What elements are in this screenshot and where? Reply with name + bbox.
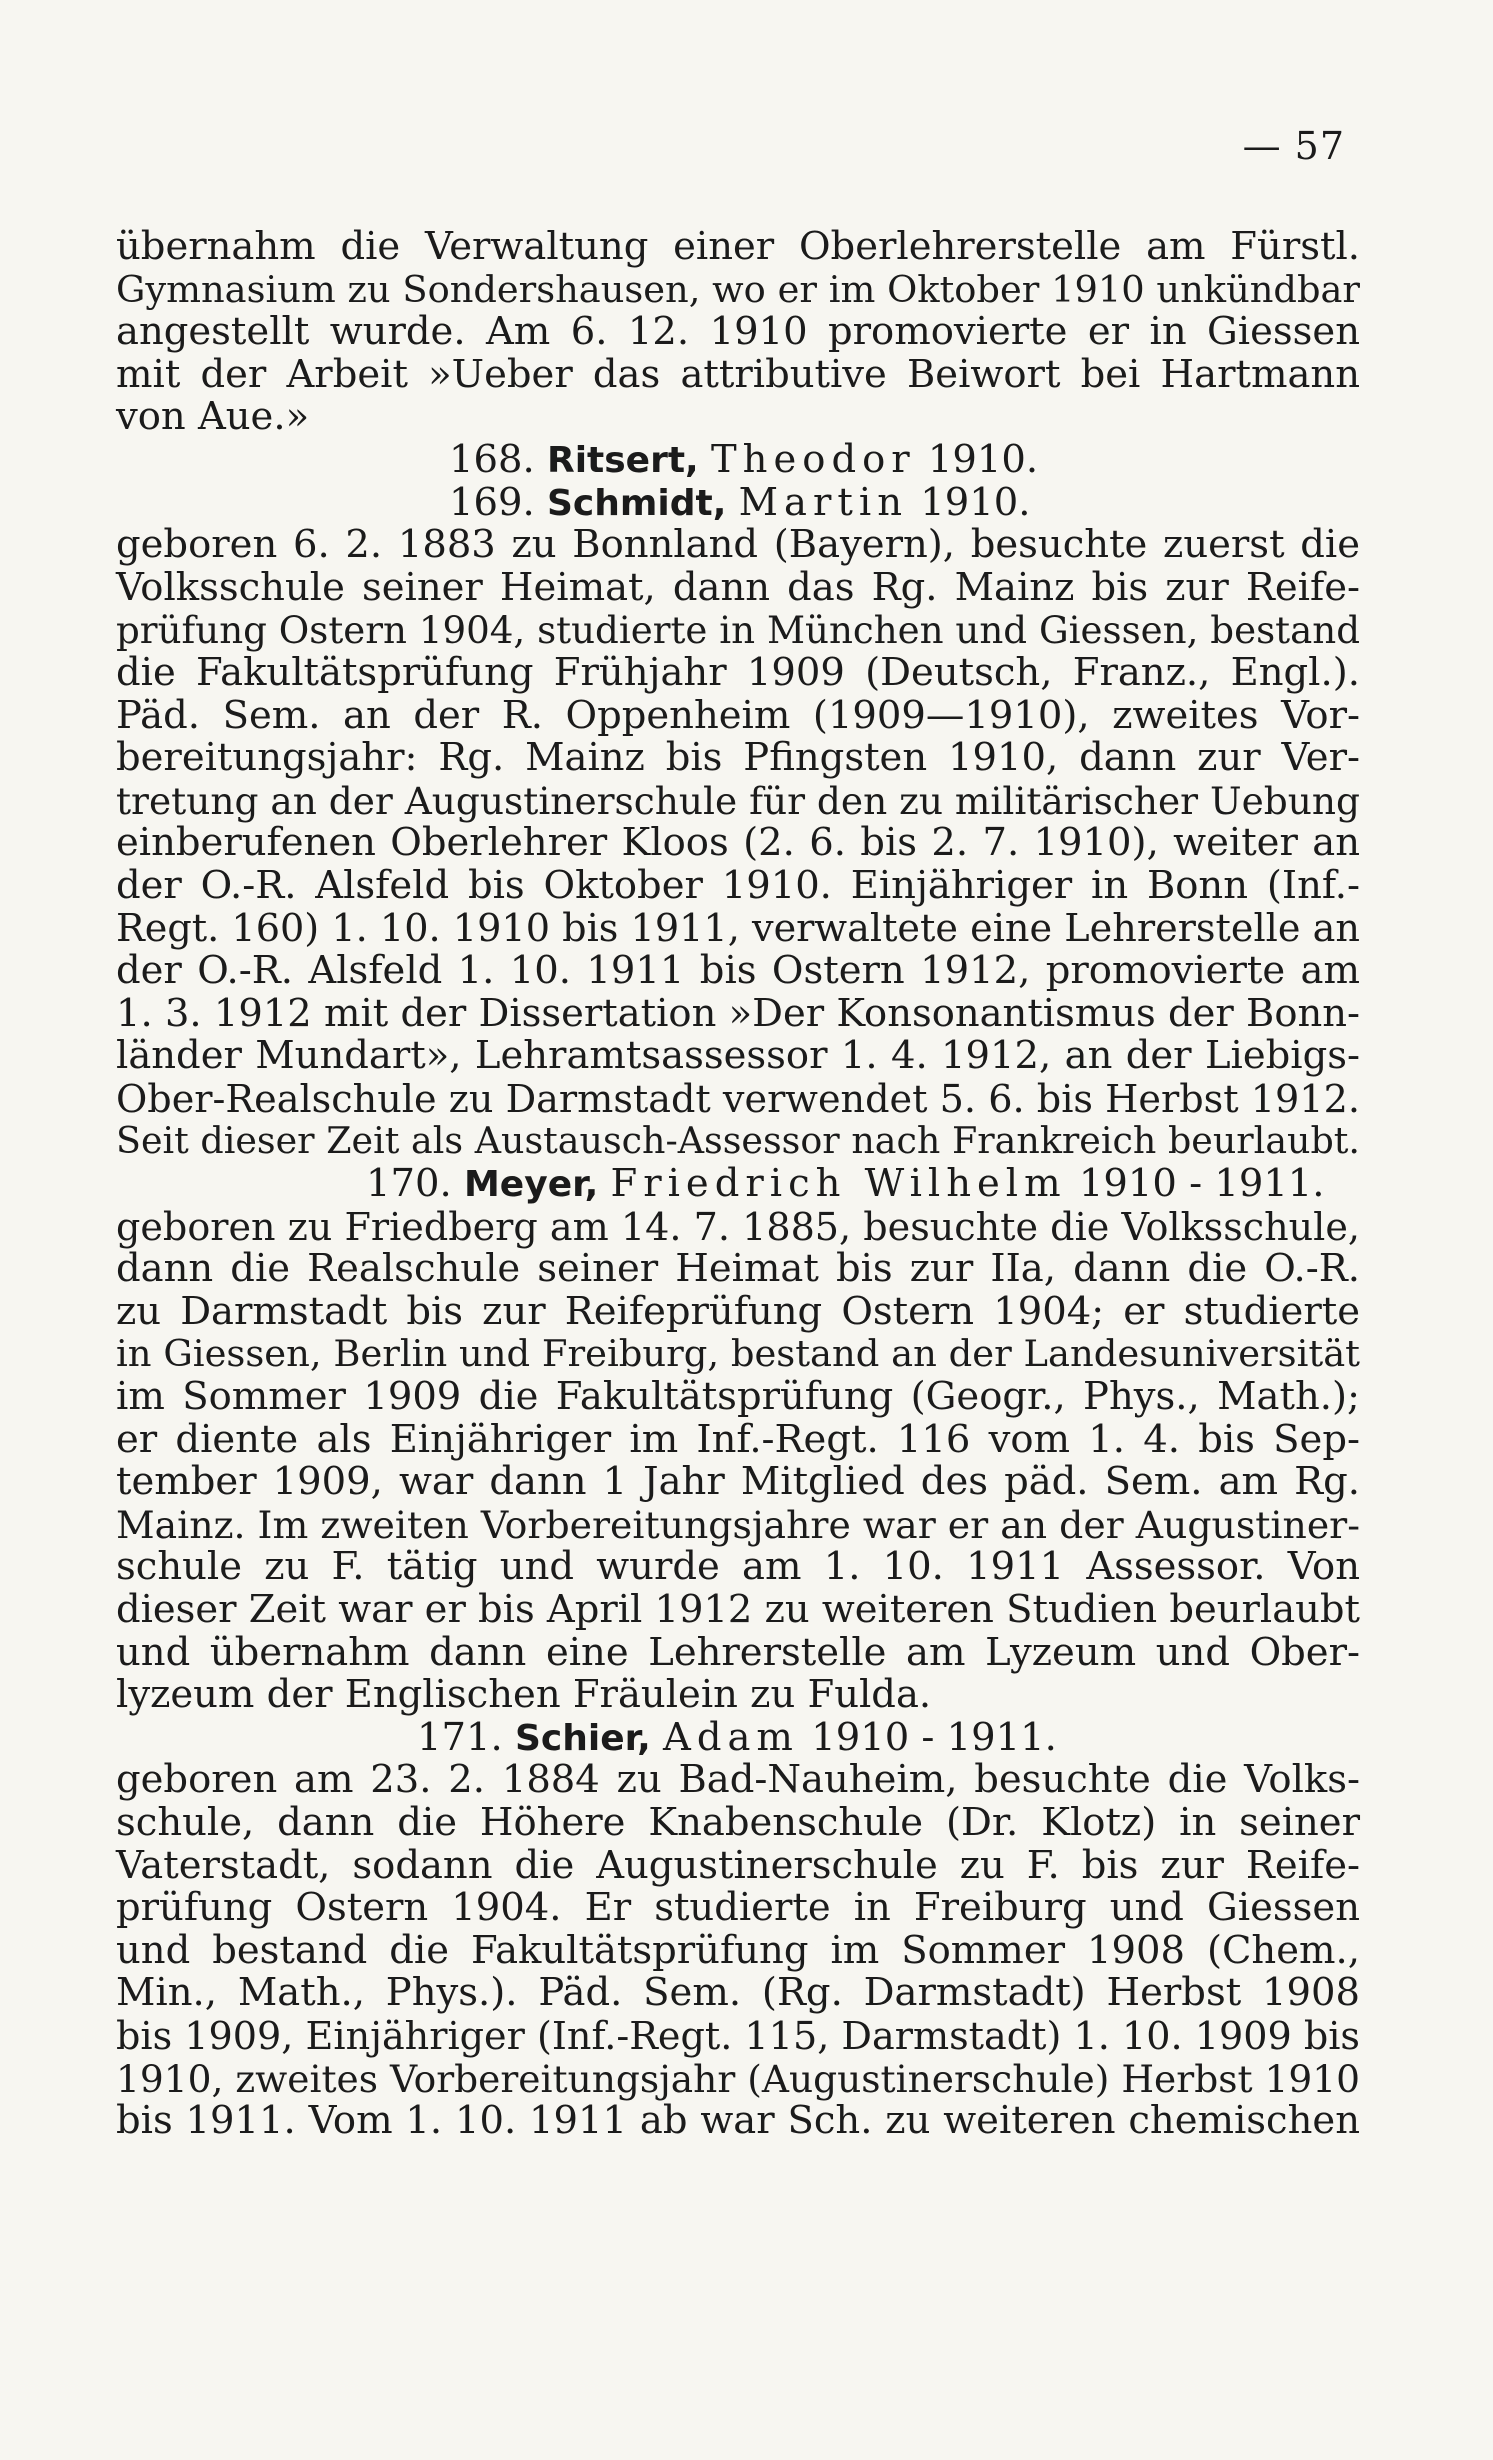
text-line: schule, dann die Höhere Knabenschule (Dr. Klotz) in seiner <box>116 1799 1360 1845</box>
text-line: angestellt wurde. Am 6. 12. 1910 promovierte er in Giessen <box>116 309 1360 355</box>
text-line: lyzeum der Englischen Fräulein zu Fulda. <box>116 1672 932 1718</box>
entry-number: 169. <box>449 479 535 525</box>
body-text <box>116 226 1360 2143</box>
text-line: geboren am 23. 2. 1884 zu Bad-Nauheim, besuchte die Volks- <box>116 1757 1360 1803</box>
text-line: Gymnasium zu Sondershausen, wo er im Oktober 1910 unkündbar <box>116 267 1360 311</box>
entry-surname: Ritsert, <box>546 439 699 481</box>
text-line: die Fakultätsprüfung Frühjahr 1909 (Deutsch, Franz., Engl.). <box>116 649 1360 695</box>
text-line: dieser Zeit war er bis April 1912 zu weiteren Studien beurlaubt <box>116 1587 1360 1632</box>
entry-number: 171. <box>417 1714 503 1760</box>
text-line: übernahm die Verwaltung einer Oberlehrerstelle am Fürstl. <box>116 224 1360 269</box>
text-line: bis 1911. Vom 1. 10. 1911 ab war Sch. zu weiteren chemischen <box>116 2098 1360 2144</box>
text-line: Min., Math., Phys.). Päd. Sem. (Rg. Darmstadt) Herbst 1908 <box>116 1970 1360 2016</box>
text-line: in Giessen, Berlin und Freiburg, bestand an der Landesuniversität <box>116 1332 1360 1376</box>
text-line: Vaterstadt, sodann die Augustinerschule zu F. bis zur Reife- <box>116 1842 1360 1888</box>
entry-given-name: Theodor <box>711 436 916 482</box>
text-line: Volksschule seiner Heimat, dann das Rg. Mainz bis zur Reife- <box>116 564 1360 610</box>
entry-given-name: Martin <box>738 479 908 525</box>
entry-number: 168. <box>449 436 535 482</box>
text-line: Seit dieser Zeit als Austausch-Assessor nach Frankreich beurlaubt. <box>116 1119 1360 1163</box>
text-line: Mainz. Im zweiten Vorbereitungsjahre war er an der Augustiner- <box>116 1502 1360 1547</box>
entry-heading <box>116 479 1360 525</box>
entry-years: 1910 - 1911. <box>1078 1161 1325 1207</box>
text-line: geboren zu Friedberg am 14. 7. 1885, besuchte die Volksschule, <box>116 1204 1360 1249</box>
text-line: Regt. 160) 1. 10. 1910 bis 1911, verwaltete eine Lehrerstelle an <box>116 906 1360 951</box>
text-line: zu Darmstadt bis zur Reifeprüfung Ostern 1904; er studierte <box>116 1288 1360 1334</box>
entry-surname: Meyer, <box>463 1164 599 1206</box>
text-line: länder Mundart», Lehramtsassessor 1. 4. 1912, an der Liebigs- <box>116 1033 1360 1079</box>
text-line: Päd. Sem. an der R. Oppenheim (1909—1910), zweites Vor- <box>116 692 1360 738</box>
text-line: im Sommer 1909 die Fakultätsprüfung (Geogr., Phys., Math.); <box>116 1374 1360 1420</box>
entry-years: 1910 - 1911. <box>811 1714 1057 1760</box>
entry-surname: Schier, <box>514 1717 651 1759</box>
entry-years: 1910. <box>920 479 1031 525</box>
text-line: prüfung Ostern 1904. Er studierte in Freiburg und Giessen <box>116 1885 1360 1931</box>
page-number: — 57 <box>1242 124 1345 168</box>
text-line: und übernahm dann eine Lehrerstelle am Lyzeum und Ober- <box>116 1629 1360 1675</box>
text-line: einberufenen Oberlehrer Kloos (2. 6. bis 2. 7. 1910), weiter an <box>116 820 1360 866</box>
text-line: mit der Arbeit »Ueber das attributive Beiwort bei Hartmann <box>116 351 1360 397</box>
entry-years: 1910. <box>927 436 1039 482</box>
text-line: bereitungsjahr: Rg. Mainz bis Pfingsten 1910, dann zur Ver- <box>116 735 1360 781</box>
text-line: prüfung Ostern 1904, studierte in München und Giessen, bestand <box>116 608 1360 653</box>
entry-surname: Schmidt, <box>546 482 727 524</box>
text-line: Ober-Realschule zu Darmstadt verwendet 5. 6. bis Herbst 1912. <box>116 1076 1360 1121</box>
entry-given-name: Adam <box>663 1714 799 1760</box>
entry-heading <box>116 1714 1360 1760</box>
entry-heading <box>116 1163 1360 1206</box>
text-line: der O.-R. Alsfeld bis Oktober 1910. Einjähriger in Bonn (Inf.- <box>116 862 1360 908</box>
text-line: tember 1909, war dann 1 Jahr Mitglied des päd. Sem. am Rg. <box>116 1459 1360 1505</box>
text-line: geboren 6. 2. 1883 zu Bonnland (Bayern), besuchte zuerst die <box>116 522 1360 568</box>
text-line: und bestand die Fakultätsprüfung im Sommer 1908 (Chem., <box>116 1927 1360 1973</box>
entry-number: 170. <box>366 1161 452 1207</box>
text-line: dann die Realschule seiner Heimat bis zur IIa, dann die O.-R. <box>116 1246 1360 1292</box>
text-line: 1910, zweites Vorbereitungsjahr (Augustinerschule) Herbst 1910 <box>116 2056 1360 2101</box>
text-line: schule zu F. tätig und wurde am 1. 10. 1911 Assessor. Von <box>116 1544 1360 1590</box>
text-line: bis 1909, Einjähriger (Inf.-Regt. 115, Darmstadt) 1. 10. 1909 bis <box>116 2013 1360 2058</box>
text-line: von Aue.» <box>116 394 310 440</box>
text-line: 1. 3. 1912 mit der Dissertation »Der Konsonantismus der Bonn- <box>116 990 1360 1036</box>
text-line: er diente als Einjähriger im Inf.-Regt. 116 vom 1. 4. bis Sep- <box>116 1416 1360 1462</box>
text-line: der O.-R. Alsfeld 1. 10. 1911 bis Ostern 1912, promovierte am <box>116 948 1360 994</box>
entry-given-name: Friedrich Wilhelm <box>610 1161 1067 1207</box>
entry-heading <box>116 436 1360 482</box>
text-line: tretung an der Augustinerschule für den zu militärischer Uebung <box>116 778 1360 823</box>
